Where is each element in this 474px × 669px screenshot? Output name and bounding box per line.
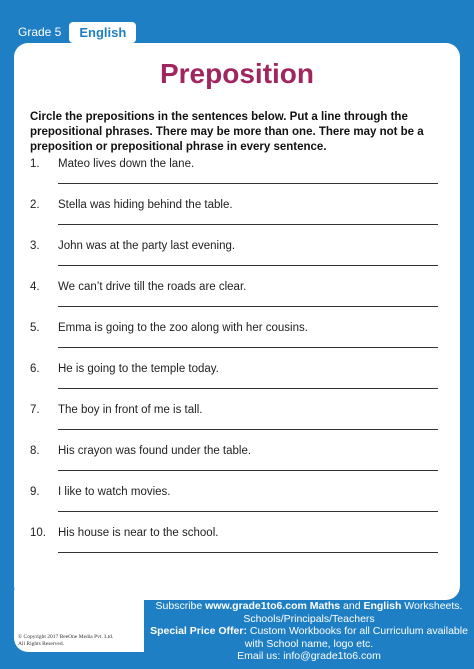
footer-promo [144, 600, 474, 663]
question-text: His house is near to the school. [58, 527, 219, 539]
footer-and: and [340, 600, 364, 612]
copyright-rights: All Rights Reserved. [18, 641, 64, 647]
grade-subject-header [8, 20, 136, 44]
question-number: 1. [30, 158, 40, 170]
question-text: Mateo lives down the lane. [58, 158, 195, 170]
question-text: The boy in front of me is tall. [58, 404, 203, 416]
footer-offer-detail: with School name, logo etc. [244, 637, 374, 650]
footer-audience: Schools/Principals/Teachers [243, 612, 375, 625]
question-text: He is going to the temple today. [58, 363, 219, 375]
page-title: Preposition [159, 58, 314, 89]
copyright [18, 634, 113, 648]
answer-line[interactable] [58, 347, 438, 348]
footer-email[interactable]: Email us: info@grade1to6.com [237, 650, 381, 662]
answer-line[interactable] [58, 306, 438, 307]
subject-label: English [69, 22, 136, 43]
footer-maths: Maths [306, 600, 341, 612]
footer-offer-text: Custom Workbooks for all Curriculum available [246, 625, 468, 637]
question-number: 8. [30, 445, 40, 457]
footer-worksheets: Worksheets. [401, 600, 463, 612]
question-number: 3. [30, 240, 40, 252]
answer-line[interactable] [58, 224, 438, 225]
question-text: John was at the party last evening. [58, 240, 236, 252]
question-number: 10. [30, 527, 46, 539]
question-number: 2. [30, 199, 40, 211]
grade-label: Grade 5 [18, 25, 62, 39]
instructions: Circle the prepositions in the sentences below. Put a line through the prepositional phrases. There may be more than one. There may not be a preposition or prepositional phrase in every sentence. [30, 111, 424, 153]
question-number: 5. [30, 322, 40, 334]
answer-line[interactable] [58, 183, 438, 184]
footer-english: English [363, 600, 402, 612]
answer-line[interactable] [58, 470, 438, 471]
answer-line[interactable] [58, 265, 438, 266]
answer-line[interactable] [58, 388, 438, 389]
question-text: Emma is going to the zoo along with her cousins. [58, 322, 308, 334]
question-number: 6. [30, 363, 40, 375]
copyright-line: © Copyright 2017 BeeOne Media Pvt. Ltd. [18, 634, 114, 640]
question-number: 9. [30, 486, 40, 498]
footer-offer-label: Special Price Offer: [150, 625, 247, 637]
question-text: We can’t drive till the roads are clear. [58, 281, 247, 293]
footer-site-link[interactable]: www.grade1to6.com [205, 600, 307, 612]
question-text: Stella was hiding behind the table. [58, 199, 233, 211]
answer-line[interactable] [58, 552, 438, 553]
answer-line[interactable] [58, 429, 438, 430]
answer-line[interactable] [58, 511, 438, 512]
question-number: 7. [30, 404, 40, 416]
footer-subscribe: Subscribe [155, 600, 206, 612]
question-text: His crayon was found under the table. [58, 445, 252, 457]
question-number: 4. [30, 281, 40, 293]
question-text: I like to watch movies. [58, 486, 171, 498]
